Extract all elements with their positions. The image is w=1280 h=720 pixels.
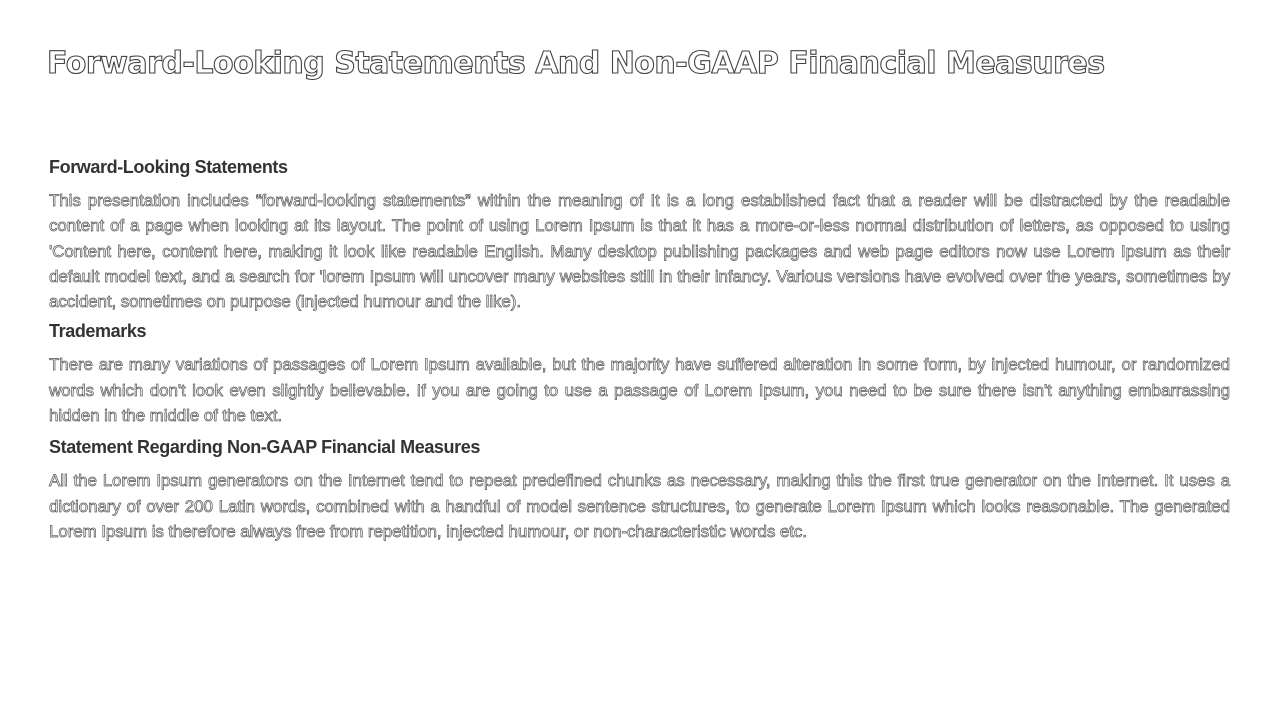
section-body-forward-looking: This presentation includes “forward-looking statements” within the meaning of It is a long established fact that a reader will be distracted by the readable content of a page when looking at its layout. The point of using Lorem Ipsum is that it has a more-or-less normal distribution of letters, as opposed to using 'Content here, content here, making it look like readable English. Many desktop publishing packages and web page editors now use Lorem Ipsum as their default model text, and a search for 'lorem Ipsum will uncover many websites still in their infancy. Various versions have evolved over the years, sometimes by accident, sometimes on purpose (injected humour and the like). <box>49 191 1230 312</box>
section-forward-looking-statements <box>49 154 1230 314</box>
section-heading-trademarks: Trademarks <box>49 321 147 342</box>
section-heading-non-gaap: Statement Regarding Non-GAAP Financial Measures <box>49 437 480 458</box>
slide-title: Forward-Looking Statements And Non-GAAP Financial Measures <box>47 46 1105 81</box>
slide-content <box>49 154 1230 548</box>
section-body-non-gaap: All the Lorem Ipsum generators on the Internet tend to repeat predefined chunks as necessary, making this the first true generator on the Internet. It uses a dictionary of over 200 Latin words, combined with a handful of model sentence structures, to generate Lorem Ipsum which looks reasonable. The generated Lorem Ipsum is therefore always free from repetition, injected humour, or non-characteristic words etc. <box>49 471 1230 541</box>
section-non-gaap-measures <box>49 434 1230 544</box>
section-body-trademarks: There are many variations of passages of Lorem Ipsum available, but the majority have suffered alteration in some form, by injected humour, or randomized words which don't look even slightly believable. If you are going to use a passage of Lorem Ipsum, you need to be sure there isn't anything embarrassing hidden in the middle of the text. <box>49 355 1230 426</box>
section-heading-forward-looking: Forward-Looking Statements <box>49 157 288 177</box>
section-trademarks <box>49 318 1230 428</box>
